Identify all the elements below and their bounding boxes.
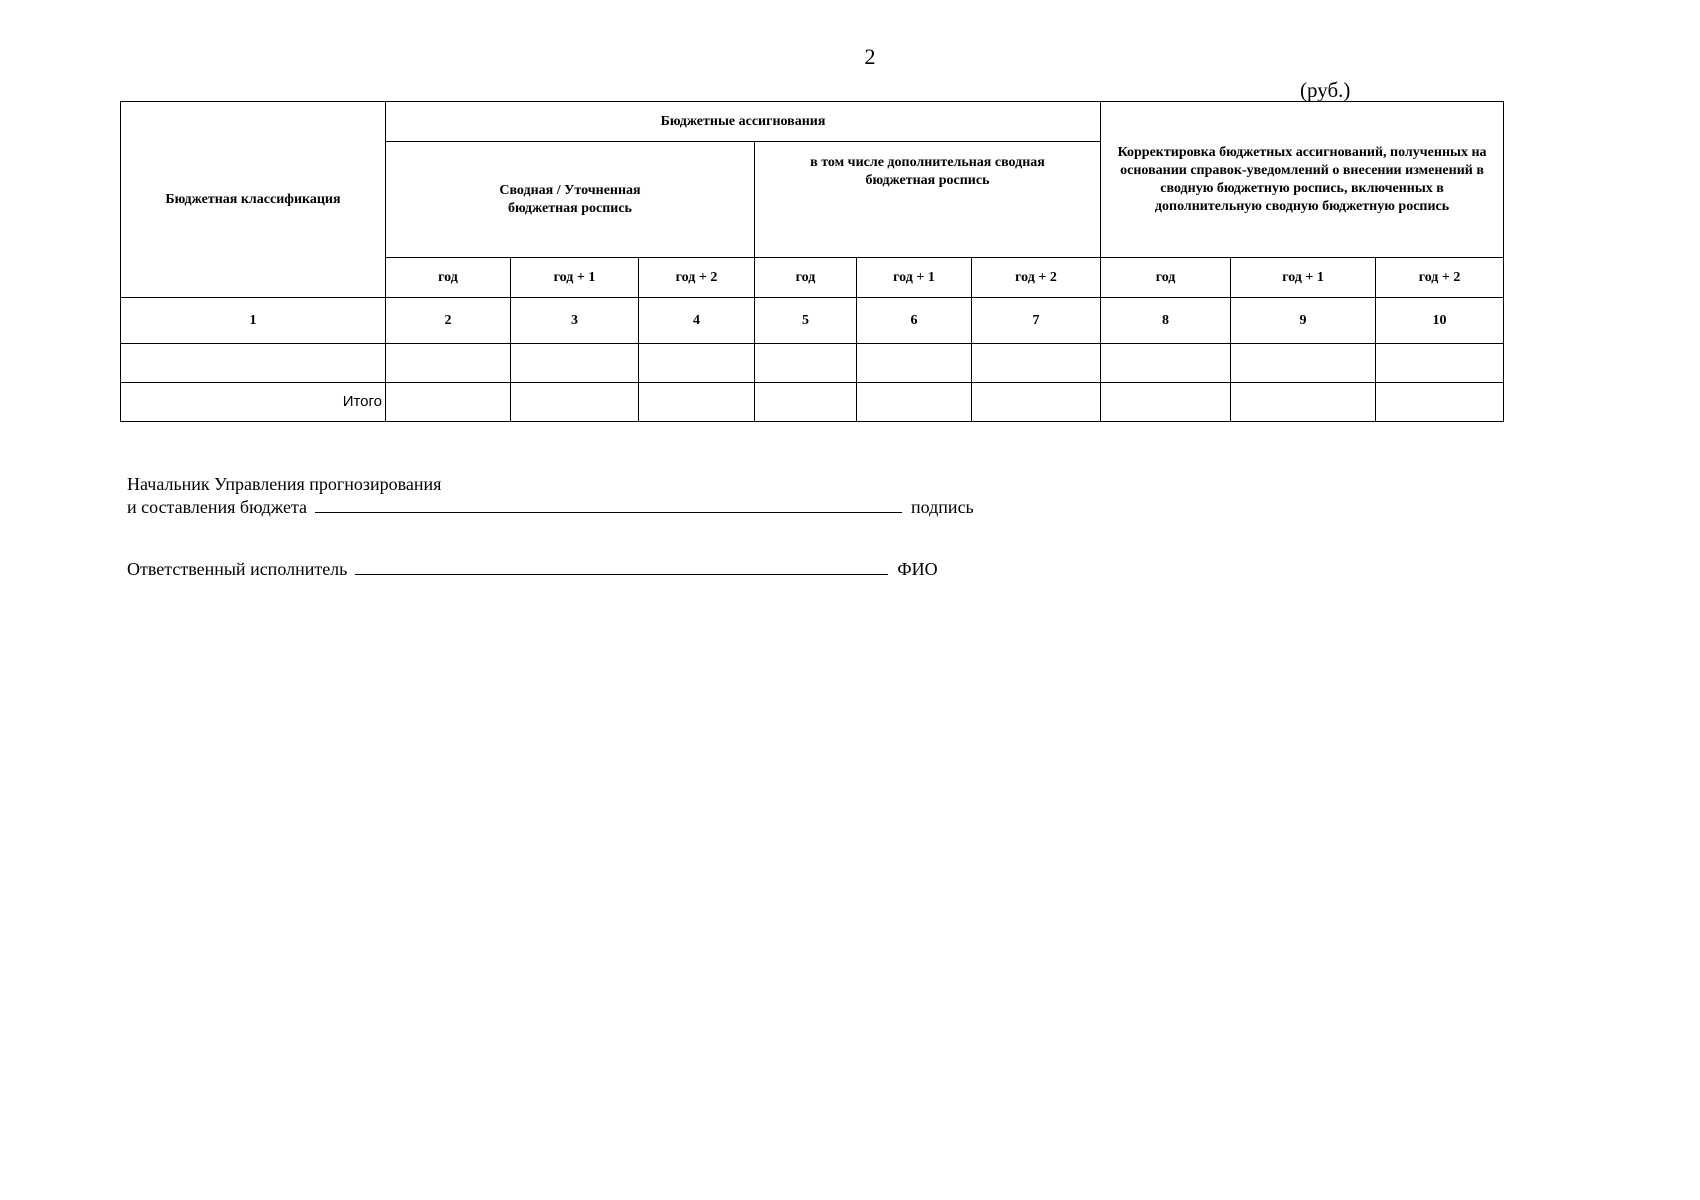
page-number: 2 xyxy=(864,44,876,69)
column-number: 7 xyxy=(972,298,1101,344)
executor-caption: ФИО xyxy=(897,559,938,579)
table-cell xyxy=(511,344,639,383)
table-cell xyxy=(857,383,972,422)
header-year: год xyxy=(755,258,857,298)
header-consolidated-text: Сводная / Уточненная бюджетная роспись xyxy=(499,182,641,216)
header-budget-allocations: Бюджетные ассигнования xyxy=(386,102,1101,142)
table-cell xyxy=(386,344,511,383)
header-year: год + 1 xyxy=(511,258,639,298)
table-cell xyxy=(639,383,755,422)
head-title-line1: Начальник Управления прогнозирования xyxy=(127,474,442,494)
column-number: 8 xyxy=(1101,298,1231,344)
header-year: год + 1 xyxy=(1231,258,1376,298)
table-cell xyxy=(1101,383,1231,422)
table-cell xyxy=(1376,383,1504,422)
budget-table xyxy=(120,101,1504,422)
header-year: год + 2 xyxy=(639,258,755,298)
column-number: 5 xyxy=(755,298,857,344)
executor-blank-line xyxy=(355,573,888,575)
head-signature-caption: подпись xyxy=(911,497,974,517)
column-number: 6 xyxy=(857,298,972,344)
table-cell xyxy=(1376,344,1504,383)
table-cell xyxy=(639,344,755,383)
table-cell xyxy=(386,383,511,422)
table-cell xyxy=(511,383,639,422)
column-number: 4 xyxy=(639,298,755,344)
header-year: год + 2 xyxy=(972,258,1101,298)
table-cell xyxy=(755,383,857,422)
header-additional xyxy=(755,142,1101,258)
header-year: год + 1 xyxy=(857,258,972,298)
table-cell xyxy=(755,344,857,383)
header-correction: Корректировка бюджетных ассигнований, полученных на основании справок-уведомлений о внесении изменений в сводную бюджетную роспись, включенных в дополнительную сводную бюджетную роспись xyxy=(1101,102,1504,258)
table-cell xyxy=(857,344,972,383)
header-year: год + 2 xyxy=(1376,258,1504,298)
header-year: год xyxy=(1101,258,1231,298)
column-number: 10 xyxy=(1376,298,1504,344)
table-cell xyxy=(121,344,386,383)
header-additional-text: в том числе дополнительная сводная бюджетная роспись xyxy=(810,155,1045,188)
table-cell xyxy=(972,383,1101,422)
table-cell xyxy=(972,344,1101,383)
table-cell xyxy=(1231,344,1376,383)
table-cell xyxy=(1231,383,1376,422)
total-label: Итого xyxy=(121,383,386,422)
column-number: 3 xyxy=(511,298,639,344)
header-consolidated xyxy=(386,142,755,258)
units-label: (руб.) xyxy=(1300,78,1351,102)
table-cell xyxy=(1101,344,1231,383)
head-title-line2: и составления бюджета xyxy=(127,497,308,517)
column-number: 1 xyxy=(121,298,386,344)
header-classification: Бюджетная классификация xyxy=(121,102,386,298)
column-number: 2 xyxy=(386,298,511,344)
head-signature-line xyxy=(127,497,974,518)
header-year: год xyxy=(386,258,511,298)
executor-title: Ответственный исполнитель xyxy=(127,559,348,579)
executor-signature-line xyxy=(127,559,938,580)
column-number: 9 xyxy=(1231,298,1376,344)
table-row xyxy=(121,344,1504,383)
total-row xyxy=(121,383,1504,422)
signature-blank-line xyxy=(315,511,902,513)
